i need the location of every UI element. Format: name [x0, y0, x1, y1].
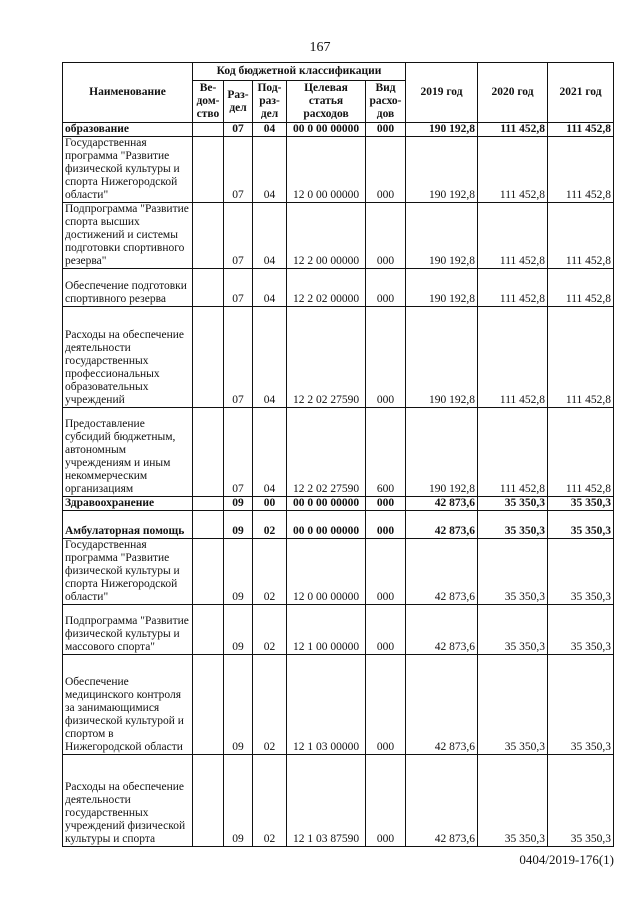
row-target: 12 2 02 00000 [287, 269, 366, 307]
row-2021: 35 350,3 [548, 511, 614, 539]
row-2020: 111 452,8 [478, 137, 548, 203]
row-vid: 000 [366, 655, 406, 755]
row-name: Обеспечение подготовки спортивного резерва [63, 269, 193, 307]
table-row [63, 123, 614, 137]
row-razdel: 07 [224, 203, 253, 269]
row-target: 00 0 00 00000 [287, 511, 366, 539]
row-razdel: 07 [224, 123, 253, 137]
row-2019: 42 873,6 [406, 655, 478, 755]
header-target: Целевая статья расходов [287, 81, 366, 123]
row-vedomstvo [193, 605, 224, 655]
row-podrazdel: 02 [253, 655, 287, 755]
row-2021: 35 350,3 [548, 539, 614, 605]
row-razdel: 09 [224, 605, 253, 655]
row-2020: 35 350,3 [478, 655, 548, 755]
row-name: Расходы на обеспечение деятельности государственных профессиональных образовательных учреждений [63, 307, 193, 408]
row-podrazdel: 04 [253, 408, 287, 497]
row-name: Предоставление субсидий бюджетным, автономным учреждениям и иным некоммерческим организациям [63, 408, 193, 497]
row-razdel: 09 [224, 511, 253, 539]
row-vid: 000 [366, 137, 406, 203]
row-2019: 190 192,8 [406, 137, 478, 203]
row-vid: 000 [366, 307, 406, 408]
row-vedomstvo [193, 755, 224, 847]
row-podrazdel: 02 [253, 605, 287, 655]
header-name: Наименование [63, 63, 193, 123]
row-vedomstvo [193, 307, 224, 408]
header-code-group: Код бюджетной классификации [193, 63, 406, 81]
row-vid: 000 [366, 497, 406, 511]
header-vedomstvo: Ве-дом-ство [193, 81, 224, 123]
row-vedomstvo [193, 137, 224, 203]
row-2021: 35 350,3 [548, 655, 614, 755]
row-podrazdel: 02 [253, 511, 287, 539]
row-razdel: 09 [224, 755, 253, 847]
row-2020: 111 452,8 [478, 203, 548, 269]
row-2020: 35 350,3 [478, 511, 548, 539]
document-code: 0404/2019-176(1) [519, 852, 614, 867]
header-2020: 2020 год [478, 63, 548, 123]
row-2020: 111 452,8 [478, 269, 548, 307]
row-name: Подпрограмма "Развитие физической культуры и массового спорта" [63, 605, 193, 655]
row-name: Подпрограмма "Развитие спорта высших достижений и системы подготовки спортивного резерва" [63, 203, 193, 269]
row-vedomstvo [193, 408, 224, 497]
row-vedomstvo [193, 203, 224, 269]
header-podrazdel: Под-раз-дел [253, 81, 287, 123]
row-vedomstvo [193, 655, 224, 755]
row-target: 12 1 03 00000 [287, 655, 366, 755]
row-2019: 42 873,6 [406, 511, 478, 539]
table-row [63, 511, 614, 539]
table-row [63, 307, 614, 408]
table-row [63, 655, 614, 755]
row-2021: 35 350,3 [548, 755, 614, 847]
row-2020: 35 350,3 [478, 605, 548, 655]
row-name: Расходы на обеспечение деятельности государственных учреждений физической культуры и спорта [63, 755, 193, 847]
row-2019: 190 192,8 [406, 307, 478, 408]
row-2021: 111 452,8 [548, 203, 614, 269]
row-2021: 111 452,8 [548, 123, 614, 137]
table-row [63, 605, 614, 655]
row-target: 12 1 00 00000 [287, 605, 366, 655]
row-vedomstvo [193, 123, 224, 137]
row-vid: 000 [366, 269, 406, 307]
row-2020: 35 350,3 [478, 539, 548, 605]
row-2021: 111 452,8 [548, 307, 614, 408]
row-name: Амбулаторная помощь [63, 511, 193, 539]
row-razdel: 07 [224, 307, 253, 408]
row-2019: 190 192,8 [406, 269, 478, 307]
row-target: 12 2 00 00000 [287, 203, 366, 269]
row-target: 00 0 00 00000 [287, 497, 366, 511]
row-2020: 111 452,8 [478, 307, 548, 408]
table-row [63, 497, 614, 511]
table-row [63, 408, 614, 497]
table-row [63, 539, 614, 605]
row-podrazdel: 04 [253, 123, 287, 137]
header-2019: 2019 год [406, 63, 478, 123]
row-target: 12 1 03 87590 [287, 755, 366, 847]
row-razdel: 07 [224, 137, 253, 203]
header-vid: Вид расхо-дов [366, 81, 406, 123]
row-name: Государственная программа "Развитие физической культуры и спорта Нижегородской области" [63, 539, 193, 605]
row-podrazdel: 04 [253, 203, 287, 269]
row-razdel: 09 [224, 655, 253, 755]
row-vedomstvo [193, 511, 224, 539]
row-vid: 000 [366, 755, 406, 847]
row-vedomstvo [193, 269, 224, 307]
row-podrazdel: 04 [253, 307, 287, 408]
row-vid: 000 [366, 511, 406, 539]
row-target: 12 2 02 27590 [287, 307, 366, 408]
row-vedomstvo [193, 539, 224, 605]
row-podrazdel: 00 [253, 497, 287, 511]
row-2020: 35 350,3 [478, 755, 548, 847]
header-2021: 2021 год [548, 63, 614, 123]
row-razdel: 07 [224, 269, 253, 307]
row-2019: 42 873,6 [406, 539, 478, 605]
row-vid: 000 [366, 123, 406, 137]
row-vid: 600 [366, 408, 406, 497]
table-row [63, 137, 614, 203]
row-2020: 35 350,3 [478, 497, 548, 511]
row-razdel: 07 [224, 408, 253, 497]
table-row [63, 755, 614, 847]
row-2020: 111 452,8 [478, 123, 548, 137]
row-2019: 42 873,6 [406, 605, 478, 655]
row-vid: 000 [366, 605, 406, 655]
row-podrazdel: 04 [253, 269, 287, 307]
header-razdel: Раз-дел [224, 81, 253, 123]
row-target: 12 0 00 00000 [287, 137, 366, 203]
row-vid: 000 [366, 203, 406, 269]
row-2019: 190 192,8 [406, 203, 478, 269]
row-razdel: 09 [224, 539, 253, 605]
row-2021: 111 452,8 [548, 408, 614, 497]
row-2019: 190 192,8 [406, 408, 478, 497]
row-name: Здравоохранение [63, 497, 193, 511]
row-2021: 35 350,3 [548, 497, 614, 511]
row-vedomstvo [193, 497, 224, 511]
row-vid: 000 [366, 539, 406, 605]
row-2019: 190 192,8 [406, 123, 478, 137]
row-2019: 42 873,6 [406, 497, 478, 511]
row-2019: 42 873,6 [406, 755, 478, 847]
row-name: Государственная программа "Развитие физической культуры и спорта Нижегородской области" [63, 137, 193, 203]
table-row [63, 203, 614, 269]
row-podrazdel: 04 [253, 137, 287, 203]
row-razdel: 09 [224, 497, 253, 511]
row-target: 12 2 02 27590 [287, 408, 366, 497]
row-2021: 111 452,8 [548, 269, 614, 307]
row-podrazdel: 02 [253, 539, 287, 605]
row-2020: 111 452,8 [478, 408, 548, 497]
row-target: 00 0 00 00000 [287, 123, 366, 137]
row-podrazdel: 02 [253, 755, 287, 847]
row-2021: 35 350,3 [548, 605, 614, 655]
budget-table [62, 62, 614, 847]
row-name: образование [63, 123, 193, 137]
row-2021: 111 452,8 [548, 137, 614, 203]
row-target: 12 0 00 00000 [287, 539, 366, 605]
row-name: Обеспечение медицинского контроля за занимающимися физической культурой и спортом в Нижегородской области [63, 655, 193, 755]
page-number: 167 [309, 40, 331, 55]
table-row [63, 269, 614, 307]
